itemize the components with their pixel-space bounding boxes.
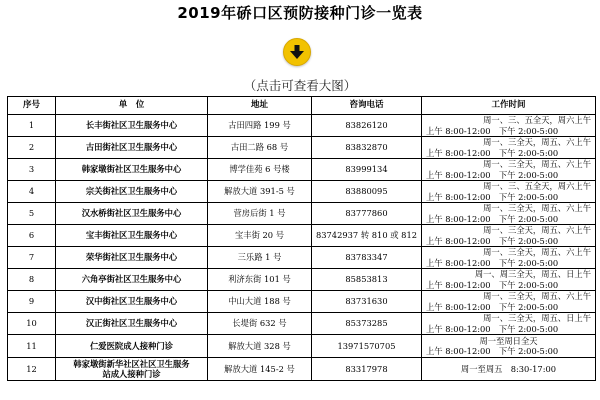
row-hours-times: 上午 8:00-12:00 下午 2:00-5:00 bbox=[426, 279, 559, 290]
header-no: 序号 bbox=[8, 97, 56, 115]
clinic-table bbox=[7, 96, 596, 381]
row-hours bbox=[422, 269, 596, 291]
row-unit-line1: 韩家墩街新华社区社区卫生服务 bbox=[73, 358, 190, 369]
row-unit: 六角亭街社区卫生服务中心 bbox=[56, 269, 208, 291]
row-hours-times: 上午 8:00-12:00 下午 2:00-5:00 bbox=[426, 125, 559, 136]
row-address: 古田四路 199 号 bbox=[208, 115, 312, 137]
row-no: 5 bbox=[8, 203, 56, 225]
row-unit: 古田街社区卫生服务中心 bbox=[56, 137, 208, 159]
row-no: 11 bbox=[8, 335, 56, 358]
row-address: 宝丰街 20 号 bbox=[208, 225, 312, 247]
row-no: 2 bbox=[8, 137, 56, 159]
row-address: 长堤街 632 号 bbox=[208, 313, 312, 335]
row-no: 3 bbox=[8, 159, 56, 181]
table-header-row bbox=[8, 97, 596, 115]
row-no: 1 bbox=[8, 115, 56, 137]
row-phone: 85853813 bbox=[312, 269, 422, 291]
row-hours bbox=[422, 137, 596, 159]
row-address: 解放大道 145-2 号 bbox=[208, 358, 312, 381]
row-address: 营房后街 1 号 bbox=[208, 203, 312, 225]
table-row bbox=[8, 137, 596, 159]
row-unit bbox=[56, 358, 208, 381]
row-unit: 宝丰街社区卫生服务中心 bbox=[56, 225, 208, 247]
row-phone: 13971570705 bbox=[312, 335, 422, 358]
row-hours-times: 上午 8:00-12:00 下午 2:00-5:00 bbox=[426, 346, 559, 356]
arrow-down-icon bbox=[289, 44, 305, 60]
row-unit: 荣华街社区卫生服务中心 bbox=[56, 247, 208, 269]
header-address: 地址 bbox=[208, 97, 312, 115]
row-phone: 83777860 bbox=[312, 203, 422, 225]
row-unit: 韩家墩街社区卫生服务中心 bbox=[56, 159, 208, 181]
row-address: 博学佳苑 6 号楼 bbox=[208, 159, 312, 181]
table-row bbox=[8, 313, 596, 335]
row-no: 8 bbox=[8, 269, 56, 291]
row-hours bbox=[422, 313, 596, 335]
row-unit: 宗关街社区卫生服务中心 bbox=[56, 181, 208, 203]
row-no: 9 bbox=[8, 291, 56, 313]
row-unit: 汉中街社区卫生服务中心 bbox=[56, 291, 208, 313]
table-row bbox=[8, 181, 596, 203]
table-row bbox=[8, 358, 596, 381]
row-unit: 仁爱医院成人接种门诊 bbox=[56, 335, 208, 358]
table-row bbox=[8, 269, 596, 291]
row-hours bbox=[422, 358, 596, 381]
row-address: 解放大道 391-5 号 bbox=[208, 181, 312, 203]
row-address: 古田二路 68 号 bbox=[208, 137, 312, 159]
table-row bbox=[8, 225, 596, 247]
row-hours-days: 周一、三、五全天，周六上午 bbox=[483, 115, 591, 125]
row-phone: 83826120 bbox=[312, 115, 422, 137]
row-hours-times: 上午 8:00-12:00 下午 2:00-5:00 bbox=[426, 301, 559, 312]
row-hours-days: 周一、周三全天，周五、日上午 bbox=[474, 269, 591, 279]
row-hours-times: 上午 8:00-12:00 下午 2:00-5:00 bbox=[426, 235, 559, 246]
row-hours bbox=[422, 225, 596, 247]
row-phone: 85373285 bbox=[312, 313, 422, 335]
row-hours-times: 上午 8:00-12:00 下午 2:00-5:00 bbox=[426, 169, 559, 180]
table-row bbox=[8, 335, 596, 358]
row-hours-days: 周一、三全天，周五、六上午 bbox=[483, 203, 591, 213]
table-row bbox=[8, 115, 596, 137]
view-large-image-link[interactable]: （点击可查看大图） bbox=[243, 78, 357, 93]
row-hours-days: 周一、三全天，周五、六上午 bbox=[483, 159, 591, 169]
row-phone: 83317978 bbox=[312, 358, 422, 381]
row-hours-times: 上午 8:00-12:00 下午 2:00-5:00 bbox=[426, 323, 559, 334]
row-hours-days: 周一、三全天，周五、六上午 bbox=[483, 137, 591, 147]
page-title: 2019年硚口区预防接种门诊一览表 bbox=[177, 4, 423, 22]
row-hours-days: 周一、三全天，周五、六上午 bbox=[483, 291, 591, 301]
row-hours-days: 周一至周五 8:30-17:00 bbox=[460, 363, 557, 374]
row-hours-days: 周一、三全天，周五、六上午 bbox=[483, 225, 591, 235]
row-phone: 83999134 bbox=[312, 159, 422, 181]
row-hours-days: 周一至周日全天 bbox=[479, 335, 538, 346]
row-hours bbox=[422, 203, 596, 225]
row-hours bbox=[422, 115, 596, 137]
table-row bbox=[8, 247, 596, 269]
table-row bbox=[8, 203, 596, 225]
row-unit: 汉正街社区卫生服务中心 bbox=[56, 313, 208, 335]
row-no: 6 bbox=[8, 225, 56, 247]
row-address: 三乐路 1 号 bbox=[208, 247, 312, 269]
header-phone: 咨询电话 bbox=[312, 97, 422, 115]
row-hours-times: 上午 8:00-12:00 下午 2:00-5:00 bbox=[426, 213, 559, 224]
row-phone: 83783347 bbox=[312, 247, 422, 269]
row-no: 7 bbox=[8, 247, 56, 269]
row-hours bbox=[422, 291, 596, 313]
row-address: 利济东街 101 号 bbox=[208, 269, 312, 291]
table-row bbox=[8, 291, 596, 313]
row-hours-times: 上午 8:00-12:00 下午 2:00-5:00 bbox=[426, 257, 559, 268]
row-hours bbox=[422, 159, 596, 181]
row-unit: 长丰街社区卫生服务中心 bbox=[56, 115, 208, 137]
row-phone: 83880095 bbox=[312, 181, 422, 203]
header-unit: 单 位 bbox=[56, 97, 208, 115]
row-no: 12 bbox=[8, 358, 56, 381]
row-hours-times: 上午 8:00-12:00 下午 2:00-5:00 bbox=[426, 147, 559, 158]
row-hours-times: 上午 8:00-12:00 下午 2:00-5:00 bbox=[426, 191, 559, 202]
expand-image-button[interactable] bbox=[283, 38, 311, 66]
row-phone: 83731630 bbox=[312, 291, 422, 313]
row-no: 4 bbox=[8, 181, 56, 203]
row-hours bbox=[422, 181, 596, 203]
row-hours bbox=[422, 335, 596, 358]
row-hours-days: 周一、三、五全天，周六上午 bbox=[483, 181, 591, 191]
row-hours-days: 周一、三全天，周五、日上午 bbox=[483, 313, 591, 323]
row-no: 10 bbox=[8, 313, 56, 335]
row-address: 中山大道 188 号 bbox=[208, 291, 312, 313]
row-phone: 83742937 转 810 或 812 bbox=[312, 225, 422, 247]
row-unit: 汉水桥街社区卫生服务中心 bbox=[56, 203, 208, 225]
row-phone: 83832870 bbox=[312, 137, 422, 159]
row-hours bbox=[422, 247, 596, 269]
row-hours-days: 周一、三全天，周五、六上午 bbox=[483, 247, 591, 257]
row-unit-line2: 站成人接种门诊 bbox=[102, 369, 161, 379]
header-hours: 工作时间 bbox=[422, 97, 596, 115]
row-address: 解放大道 328 号 bbox=[208, 335, 312, 358]
table-row bbox=[8, 159, 596, 181]
